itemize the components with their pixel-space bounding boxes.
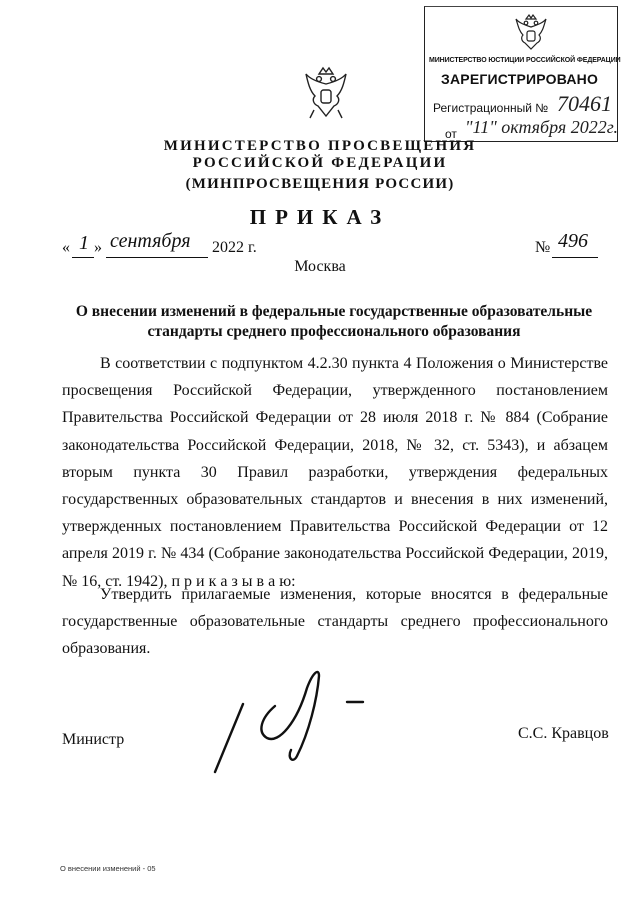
date-month: сентября xyxy=(110,230,191,252)
coat-of-arms-icon xyxy=(302,66,350,122)
stamp-ministry-name: МИНИСТЕРСТВО ЮСТИЦИИ РОССИЙСКОЙ ФЕДЕРАЦИИ xyxy=(429,57,621,64)
order-number-label: № xyxy=(535,239,551,256)
ministry-short-name: (МИНПРОСВЕЩЕНИЯ РОССИИ) xyxy=(185,176,455,192)
coat-of-arms-icon xyxy=(513,13,549,53)
order-number: 496 xyxy=(558,230,588,252)
date-quote-close: » xyxy=(94,239,102,256)
date-year: 2022 г. xyxy=(212,239,257,256)
stamp-registration-number: 70461 xyxy=(557,91,612,116)
signatory-name: С.С. Кравцов xyxy=(518,725,609,742)
stamp-registration-label: Регистрационный № xyxy=(433,101,549,115)
body-paragraph: В соответствии с подпунктом 4.2.30 пункта 4 Положения о Министерстве просвещения Российской Федерации, утвержденного постановлением Правительства Российской Федерации от 28 июля 2018 г. № 884 (Собрание законодательства Российской Федерации, 2018, № 32, ст. 5343), и абзацем вторым пункта 30 Правил разработки, утверждения федеральных государственных образовательных стандартов и внесения в них изменений, утвержденных постановлением Правительства Российской Федерации от 12 апреля 2019 г. № 434 (Собрание законодательства Российской Федерации, 2019, № 16, ст. 1942), п р и к а з ы в а ю: xyxy=(62,355,608,590)
document-type-title: ПРИКАЗ xyxy=(249,205,391,229)
handwritten-signature xyxy=(205,660,365,780)
signatory-title: Министр xyxy=(62,731,125,748)
date-day: 1 xyxy=(79,232,89,254)
ministry-name: МИНИСТЕРСТВО ПРОСВЕЩЕНИЯ xyxy=(163,138,477,154)
stamp-registration-date: "11" октября 2022г. xyxy=(465,117,619,137)
stamp-registered-label: ЗАРЕГИСТРИРОВАНО xyxy=(441,71,599,87)
stamp-date-prefix: от xyxy=(445,127,457,141)
body-paragraph: Утвердить прилагаемые изменения, которые вносятся в федеральные государственные образовательные стандарты среднего профессионального образования. xyxy=(62,586,608,658)
document-footer-code: О внесении изменений - 05 xyxy=(60,864,156,873)
registration-stamp xyxy=(424,6,621,142)
city: Москва xyxy=(294,258,346,275)
document-subject: О внесении изменений в федеральные государственные образовательные стандарты среднего профессионального образования xyxy=(75,303,593,340)
date-quote-open: « xyxy=(62,239,70,256)
ministry-country: РОССИЙСКОЙ ФЕДЕРАЦИИ xyxy=(192,155,448,171)
